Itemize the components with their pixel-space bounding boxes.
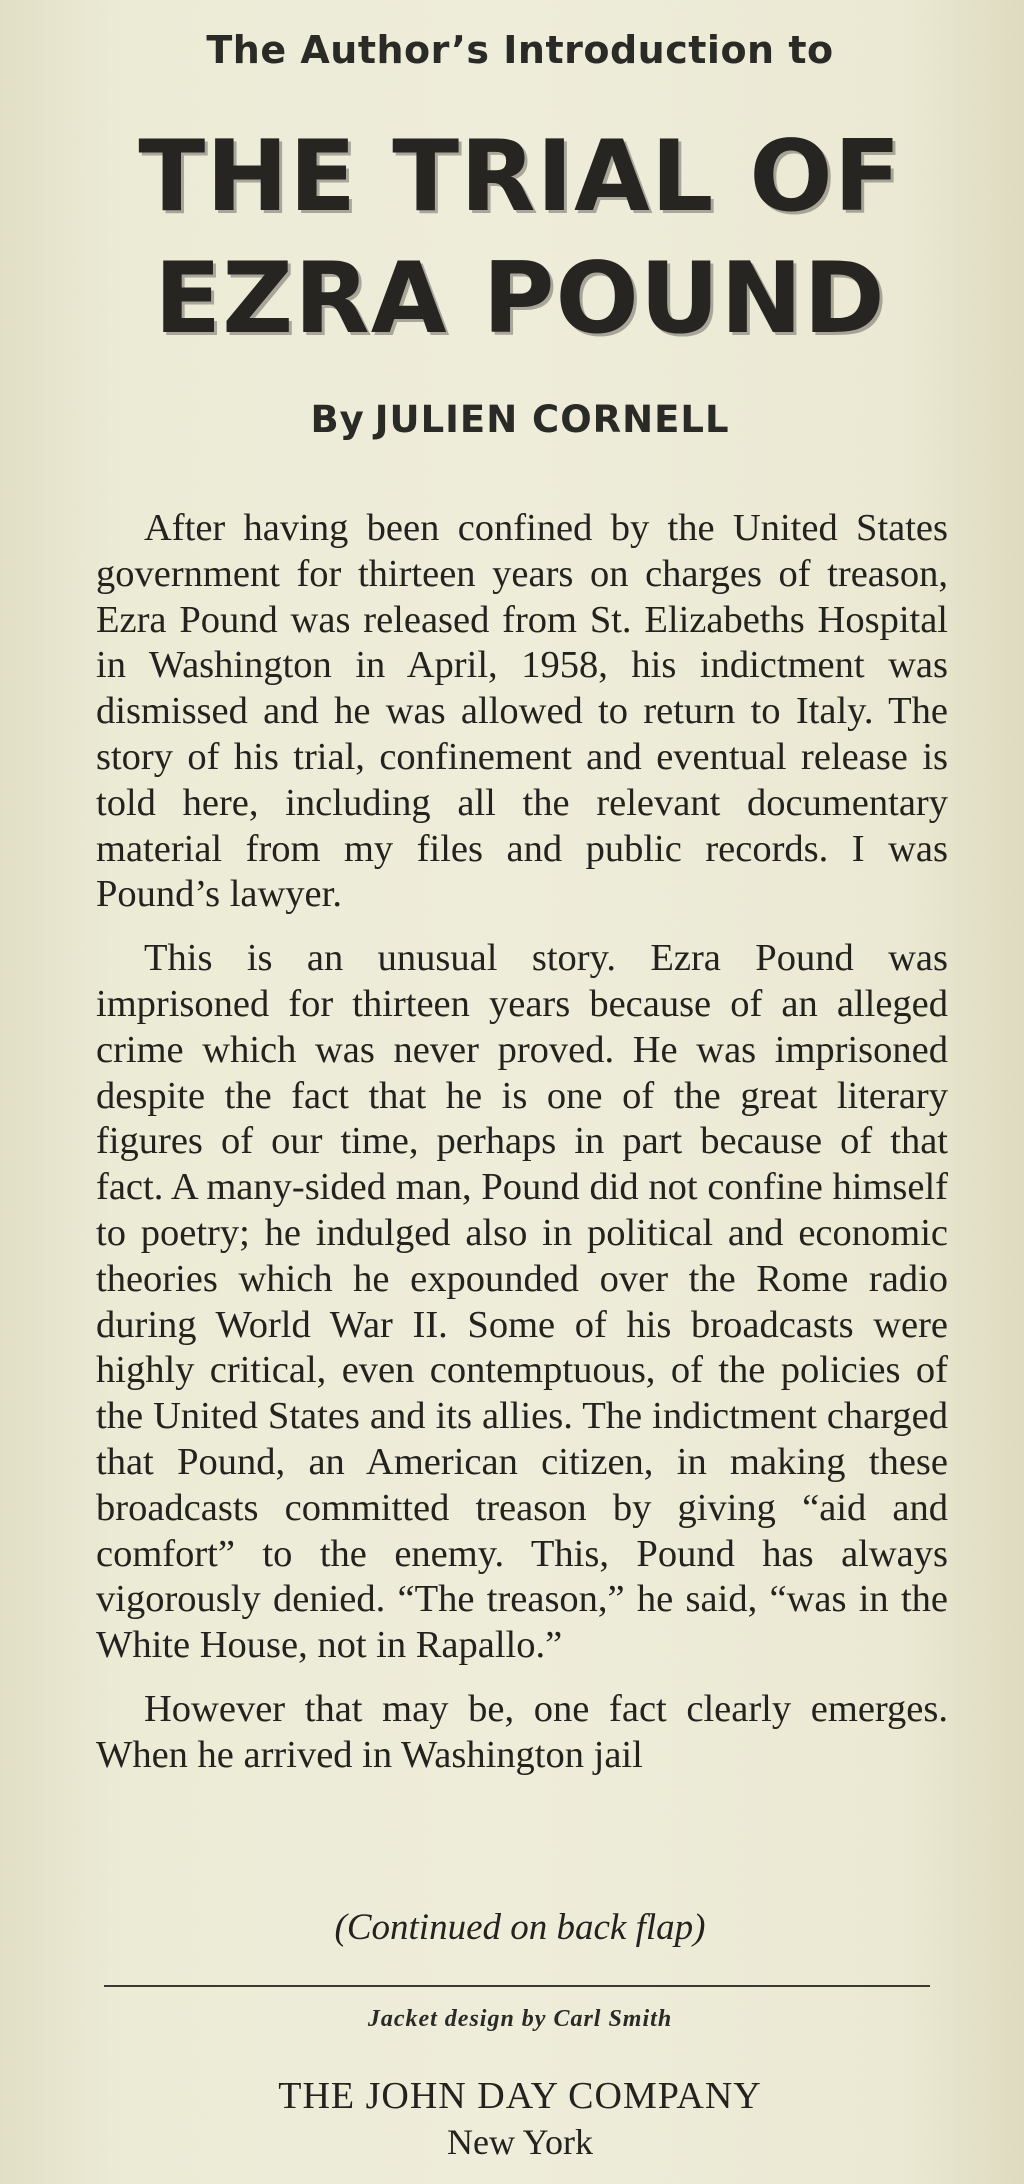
author-byline bbox=[0, 398, 1024, 441]
paragraph-1: After having been confined by the United States government for thirteen years on charges of treason, Ezra Pound was released from St. Elizabeths Hospital in Washington in April, 1958, his indictment was dismissed and he was allowed to return to Italy. The story of his trial, confinement and eventual release is told here, including all the relevant documentary material from my files and public records. I was Pound’s lawyer. bbox=[96, 507, 948, 916]
book-title-line-1: THE TRIAL OF bbox=[138, 120, 902, 234]
author-name: JULIEN CORNELL bbox=[374, 398, 730, 441]
book-title bbox=[0, 116, 1024, 360]
paragraph-3: However that may be, one fact clearly emerges. When he arrived in Washington jail bbox=[96, 1687, 948, 1776]
paragraph-2: This is an unusual story. Ezra Pound was imprisoned for thirteen years because of an alleged crime which was never proved. He was imprisoned despite the fact that he is one of the great literary figures of our time, perhaps in part because of that fact. A many-sided man, Pound did not confine himself to poetry; he indulged also in political and economic theories which he expounded over the Rome radio during World War II. Some of his broadcasts were highly critical, even contemptuous, of the policies of the United States and its allies. The indictment charged that Pound, an American citizen, in making these broadcasts committed treason by giving “aid and comfort” to the enemy. This, Pound has always vigorously denied. “The treason,” he said, “was in the White House, not in Rapallo.” bbox=[96, 937, 948, 1667]
book-title-line-2: EZRA POUND bbox=[154, 242, 886, 356]
introduction-text bbox=[96, 506, 948, 1797]
intro-heading: The Author’s Introduction to bbox=[206, 28, 834, 72]
publisher-name: THE JOHN DAY COMPANY bbox=[278, 2075, 762, 2117]
divider-rule bbox=[104, 1985, 930, 1987]
publisher-city: New York bbox=[446, 2122, 594, 2162]
byline-prefix: By bbox=[310, 398, 365, 441]
jacket-design-credit: Jacket design by Carl Smith bbox=[367, 2006, 673, 2032]
continued-note: (Continued on back flap) bbox=[334, 1907, 706, 1948]
